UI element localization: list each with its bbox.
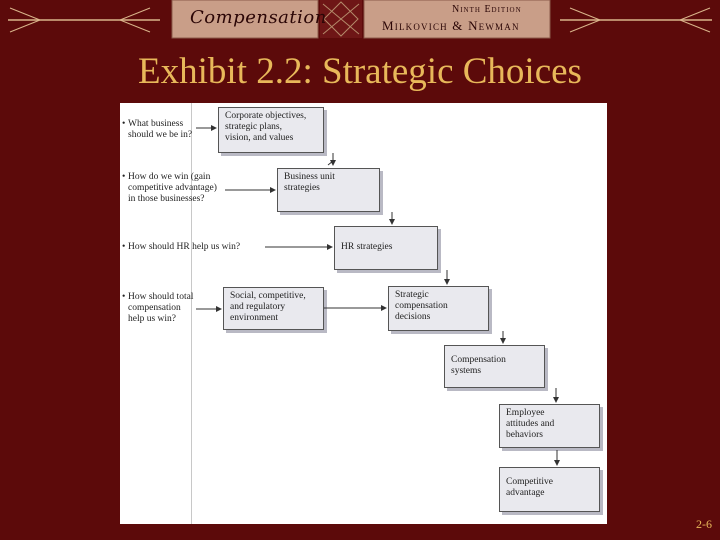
authors-label: Milkovich & Newman [382, 18, 520, 33]
header-banner [0, 0, 720, 40]
logo-text: Compensation [190, 7, 327, 28]
question-business: What business should we be in? [128, 119, 193, 140]
question-hr: How should HR help us win? [128, 242, 241, 252]
diagram-panel [120, 103, 607, 524]
question-compensation: How should total compensation help us win? [128, 292, 194, 324]
box-corporate-objectives: Corporate objectives, strategic plans, vision, and values [218, 107, 324, 153]
banner-ornaments [0, 0, 720, 40]
box-strategic-compensation-decisions: Strategic compensation decisions [388, 286, 489, 331]
edition-label: Ninth Edition [452, 4, 522, 15]
bullet-1: • [122, 119, 126, 129]
box-business-unit-strategies: Business unit strategies [277, 168, 380, 212]
bullet-4: • [122, 292, 126, 302]
bullet-2: • [122, 172, 126, 182]
box-employee-attitudes: Employee attitudes and behaviors [499, 404, 600, 448]
box-compensation-systems: Compensation systems [444, 345, 545, 388]
box-social-environment: Social, competitive, and regulatory environment [223, 287, 324, 330]
bullet-3: • [122, 242, 126, 252]
question-win: How do we win (gain competitive advantage) in those businesses? [128, 172, 217, 204]
flow-arrows [120, 103, 607, 524]
slide-title: Exhibit 2.2: Strategic Choices [138, 51, 582, 92]
page-number: 2-6 [696, 517, 712, 531]
box-hr-strategies: HR strategies [334, 226, 438, 270]
box-competitive-advantage: Competitive advantage [499, 467, 600, 512]
